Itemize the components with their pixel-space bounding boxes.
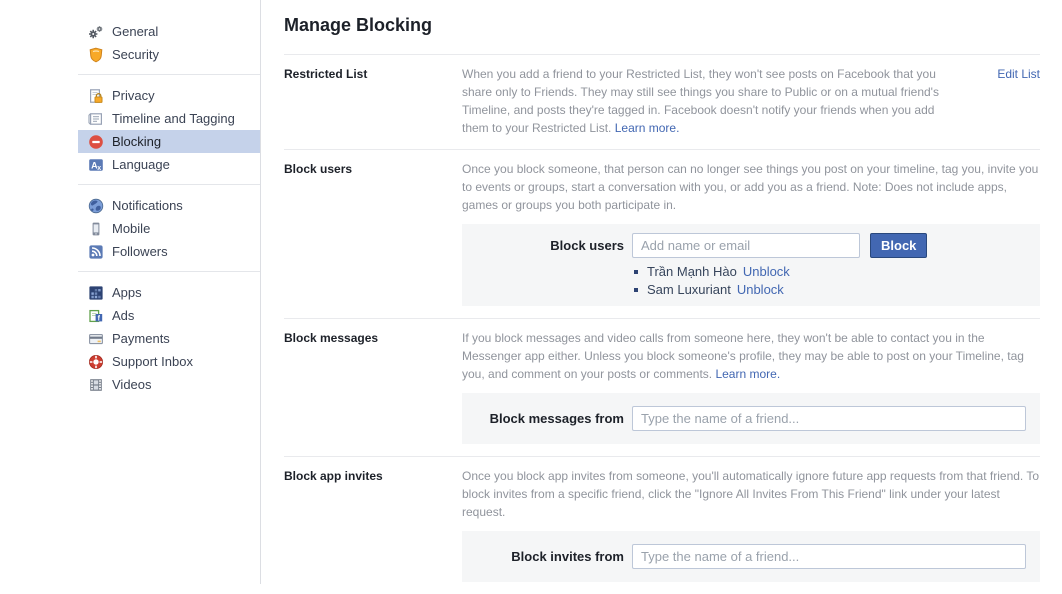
unblock-link[interactable]: Unblock <box>742 264 790 279</box>
section-block-messages <box>284 319 1040 457</box>
block-messages-input[interactable] <box>632 406 1026 431</box>
lock-icon <box>88 88 104 104</box>
rss-icon <box>88 244 104 260</box>
blocked-user-name: Sam Luxuriant <box>647 282 731 297</box>
sidebar-item-label: Payments <box>112 331 170 346</box>
block-app-invites-description: Once you block app invites from someone, you'll automatically ignore future app requests from that friend. To block invites from a specific friend, click the "Ignore All Invites From This Friend" link under your latest request. <box>462 469 1040 519</box>
mobile-icon <box>88 221 104 237</box>
sidebar-item-label: Videos <box>112 377 152 392</box>
block-users-form-label: Block users <box>550 238 624 253</box>
sidebar-item-timeline-and-tagging[interactable] <box>78 107 260 130</box>
svg-text:f: f <box>97 314 100 322</box>
sidebar-item-label: Support Inbox <box>112 354 193 369</box>
sidebar-item-general[interactable] <box>78 20 260 43</box>
block-users-input[interactable] <box>632 233 860 258</box>
apps-icon <box>88 285 104 301</box>
sidebar-item-label: Mobile <box>112 221 151 236</box>
edit-list-link[interactable]: Edit List <box>997 67 1040 81</box>
sidebar-item-label: Timeline and Tagging <box>112 111 235 126</box>
sidebar-item-apps[interactable] <box>78 281 260 304</box>
globe-icon <box>88 198 104 214</box>
sidebar-item-language[interactable] <box>78 153 260 176</box>
timeline-icon <box>88 111 104 127</box>
learn-more-link[interactable]: Learn more. <box>614 121 680 135</box>
sidebar-item-label: Security <box>112 47 159 62</box>
lifebuoy-icon <box>88 354 104 370</box>
blocked-users-list <box>462 263 1026 298</box>
page-title: Manage Blocking <box>284 0 1040 55</box>
description-text: If you block messages and video calls from someone here, they won't be able to contact you in the Messenger app either. Unless you block someone's profile, they may be able to post on your Timeline, tag you, and comment on your posts or comments. <box>462 331 1024 381</box>
bullet-icon <box>634 288 638 292</box>
card-icon <box>88 331 104 347</box>
sidebar-item-label: Language <box>112 157 170 172</box>
block-messages-form-label: Block messages from <box>489 411 624 426</box>
learn-more-link[interactable]: Learn more. <box>715 367 781 381</box>
blocked-user-row <box>634 263 1026 280</box>
blocked-user-row <box>634 281 1026 298</box>
sidebar-item-security[interactable] <box>78 43 260 66</box>
sidebar-divider <box>78 184 260 185</box>
sidebar-item-support-inbox[interactable] <box>78 350 260 373</box>
description-text: When you add a friend to your Restricted List, they won't see posts on Facebook that you share only to Friends. They may still see things you share to Public or on a mutual friend's Timeline, and posts they're tagged in. Facebook doesn't notify your friends when you add them to your Restricted List. <box>462 67 939 135</box>
sidebar-item-label: Followers <box>112 244 168 259</box>
section-label: Block app invites <box>284 469 383 483</box>
sidebar-item-payments[interactable] <box>78 327 260 350</box>
sidebar-item-label: General <box>112 24 159 39</box>
shield-icon <box>88 47 104 63</box>
sidebar-divider <box>78 271 260 272</box>
language-icon <box>88 157 104 173</box>
section-label: Block users <box>284 162 353 176</box>
sidebar-divider <box>78 74 260 75</box>
sidebar-item-label: Privacy <box>112 88 155 103</box>
section-label: Restricted List <box>284 67 368 81</box>
sidebar-item-label: Ads <box>112 308 135 323</box>
block-invites-form-label: Block invites from <box>511 549 624 564</box>
block-users-well <box>462 224 1040 306</box>
svg-text:A: A <box>91 160 98 171</box>
block-messages-description <box>462 329 1040 383</box>
unblock-link[interactable]: Unblock <box>736 282 784 297</box>
block-users-description: Once you block someone, that person can no longer see things you post on your timeline, tag you, invite you to events or groups, start a conversation with you, or add you as a friend. Note: Does not include apps, games or groups you both participate in. <box>462 162 1039 212</box>
sidebar-item-label: Blocking <box>112 134 162 149</box>
section-block-app-invites <box>284 457 1040 594</box>
settings-nav <box>0 20 260 396</box>
restricted-list-description <box>462 65 954 137</box>
svg-text:x: x <box>97 164 102 172</box>
sidebar-item-followers[interactable] <box>78 240 260 263</box>
bullet-icon <box>634 270 638 274</box>
sidebar-item-label: Notifications <box>112 198 183 213</box>
blocking-icon <box>88 134 104 150</box>
block-messages-well <box>462 393 1040 444</box>
sidebar-item-ads[interactable] <box>78 304 260 327</box>
section-label: Block messages <box>284 331 379 345</box>
block-button[interactable]: Block <box>870 233 927 258</box>
sidebar-item-notifications[interactable] <box>78 194 260 217</box>
sidebar-item-label: Apps <box>112 285 142 300</box>
gears-icon <box>88 24 104 40</box>
sidebar-item-videos[interactable] <box>78 373 260 396</box>
block-invites-well <box>462 531 1040 582</box>
settings-sidebar <box>0 0 261 584</box>
ads-icon <box>88 308 104 324</box>
section-restricted-list <box>284 55 1040 150</box>
blocked-user-name: Trần Mạnh Hào <box>647 264 737 279</box>
film-icon <box>88 377 104 393</box>
section-block-users <box>284 150 1040 319</box>
main-content <box>262 0 1062 584</box>
block-invites-input[interactable] <box>632 544 1026 569</box>
sidebar-item-blocking[interactable] <box>78 130 260 153</box>
sidebar-item-privacy[interactable] <box>78 84 260 107</box>
sidebar-item-mobile[interactable] <box>78 217 260 240</box>
